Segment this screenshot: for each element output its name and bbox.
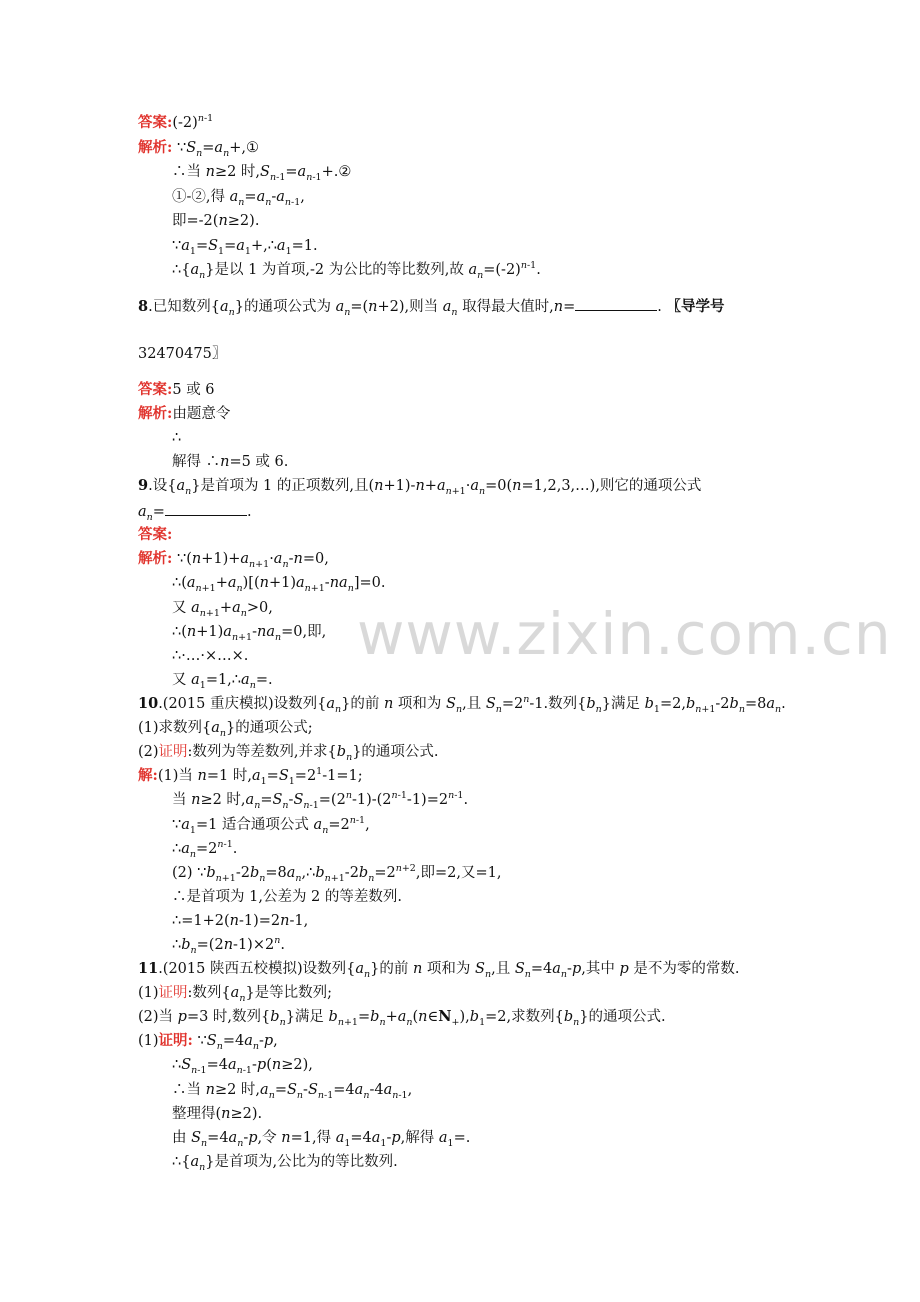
q9-answer: 答案: [138,526,173,543]
q11-proof-line1: (1)证明: $\because S_n=4a_n-p$, [138,1032,278,1052]
q9-analysis-line3: 又 $a_{n+1}+a_n>0$, [172,600,273,619]
q10-number: 10 [138,695,159,712]
q10-solution-line6: ∴是首项为 1,公差为 2 的等差数列. [172,889,402,905]
q9-analysis-line6: 又 $a_1=1,\therefore a_n=$. [172,672,273,691]
q10-solution-line2: 当 n≥2 时$,a_n=S_n-S_{n-1}=(2^n-1)-(2^{n-1}-1)=2^{n-1}$. [172,790,469,811]
q7-analysis-line1: 解析: $\because S_n=a_n+,①$ [138,139,259,159]
q8-answer-blank [575,296,657,311]
q9-stem-line1: 9.设$\{a_n\}$是首项为 1 的正项数列,且$(n+1)-n+a_{n+1}\cdot a_n=0(n=1,2,3,\dots)$,则它的通项公式 [138,477,702,497]
q11-proof-line5: 由 $S_n=4a_n-p$,令 n=1,得 $a_1=4a_1-p$,解得 $a_1=$. [172,1130,471,1149]
q7-answer: 答案$:(-2)^{n-1}$ [138,113,214,131]
q10-solution-line5: (2) $\because b_{n+1}-2b_n=8a_n,\therefore b_{n+1}-2b_n=2^{n+2}$,即=2,又=1, [172,863,502,884]
solution-label: 解 [138,767,153,784]
q11-proof-line6: $\therefore\{a_n\}$是首项为,公比为的等比数列. [172,1154,398,1173]
q11-proof-line4: 整理得(n≥2). [172,1106,263,1122]
q10-solution-line7: ∴=1+2(n-1)=2n-1, [172,913,309,929]
q10-solution-line3: $\because a_1=1$ 适合通项公式 $a_n=2^{n-1}$, [172,815,370,836]
q8-analysis-line2: ∴ [172,430,182,446]
q11-proof-line2: $\therefore S_{n-1}=4a_{n-1}-p(n\ge 2)$, [172,1057,313,1076]
q11-stem: 11.(2015 陕西五校模拟)设数列$\{a_n\}$的前 n 项和为 $S_n$,且 $S_n=4a_n-p$,其中 p 是不为零的常数. [138,960,740,980]
q7-analysis-line3: ①-②,得 $a_n=a_n-a_{n-1}$, [172,189,305,208]
q10-part2: (2)证明:数列为等差数列,并求$\{b_n\}$的通项公式. [138,744,439,763]
q11-proof-line3: ∴当 n≥2 时$,a_n=S_n-S_{n-1}=4a_n-4a_{n-1}$, [172,1082,413,1101]
q9-analysis-line2: $\therefore(a_{n+1}+a_n)[(n+1)a_{n+1}-na_n]=0$. [172,575,386,594]
q8-answer: 答案:5 或 6 [138,381,215,398]
q7-analysis-line5: $\because a_1=S_1=a_1+,\therefore a_1=1$. [172,238,318,257]
q11-part2: (2)当 p=3 时,数列$\{b_n\}$满足 $b_{n+1}=b_n+a_n(n\in N_+),b_1=2$,求数列$\{b_n\}$的通项公式. [138,1008,666,1028]
guide-number-label: 〖导学号 [666,298,725,315]
q7-analysis-line6: $\therefore\{a_n\}$是以 1 为首项,-2 为公比的等比数列,故 $a_n=(-2)^{n-1}$. [172,260,541,281]
q9-answer-blank [165,501,247,516]
q10-solution-line4: $\therefore a_n=2^{n-1}$. [172,839,238,860]
watermark: www.zixin.com.cn [357,600,892,668]
q8-analysis-line3: 解得 ∴n=5 或 6. [172,454,289,470]
answer-label: 答案 [138,114,167,131]
q7-analysis-line4: 即=-2(n≥2). [172,213,260,229]
q9-number: 9 [138,477,149,494]
q9-analysis-line5: ∴·…·×…×. [172,648,249,664]
q10-stem: 10.(2015 重庆模拟)设数列$\{a_n\}$的前 n 项和为 $S_n$,且 $S_n=2^n-1$.数列$\{b_n\}$满足 $b_1=2,b_{n+1}-2b_n=8a_n$. [138,694,786,715]
q8-analysis-line1: 解析:由题意令 [138,405,231,422]
q10-part1: (1)求数列$\{a_n\}$的通项公式; [138,720,313,739]
q10-solution-line8: $\therefore b_n=(2n-1)\times 2^n$. [172,935,285,956]
q11-part1: (1)证明:数列$\{a_n\}$是等比数列; [138,985,333,1004]
q8-number: 8 [138,298,149,315]
q11-number: 11 [138,960,159,977]
analysis-label: 解析 [138,139,167,156]
q7-analysis-line2: ∴当 n≥2 时$,S_{n-1}=a_{n-1}+.②$ [172,164,352,183]
q10-solution-line1: 解:(1)当 n=1 时$,a_1=S_1=2^1-1=1$; [138,766,363,787]
q9-stem-line2: $a_n=$ . [138,501,252,522]
q9-analysis-line1: 解析: $\because(n+1)+a_{n+1}\cdot a_n-n=0$, [138,550,329,570]
q9-analysis-line4: $\therefore(n+1)a_{n+1}-na_n=0$,即, [172,624,327,643]
q8-guide-code: 32470475〗 [138,346,227,362]
q8-stem: 8.已知数列$\{a_n\}$的通项公式为 $a_n=(n+2)$,则当 $a_n$ 取得最大值时,n= . 〖导学号 [138,298,725,318]
